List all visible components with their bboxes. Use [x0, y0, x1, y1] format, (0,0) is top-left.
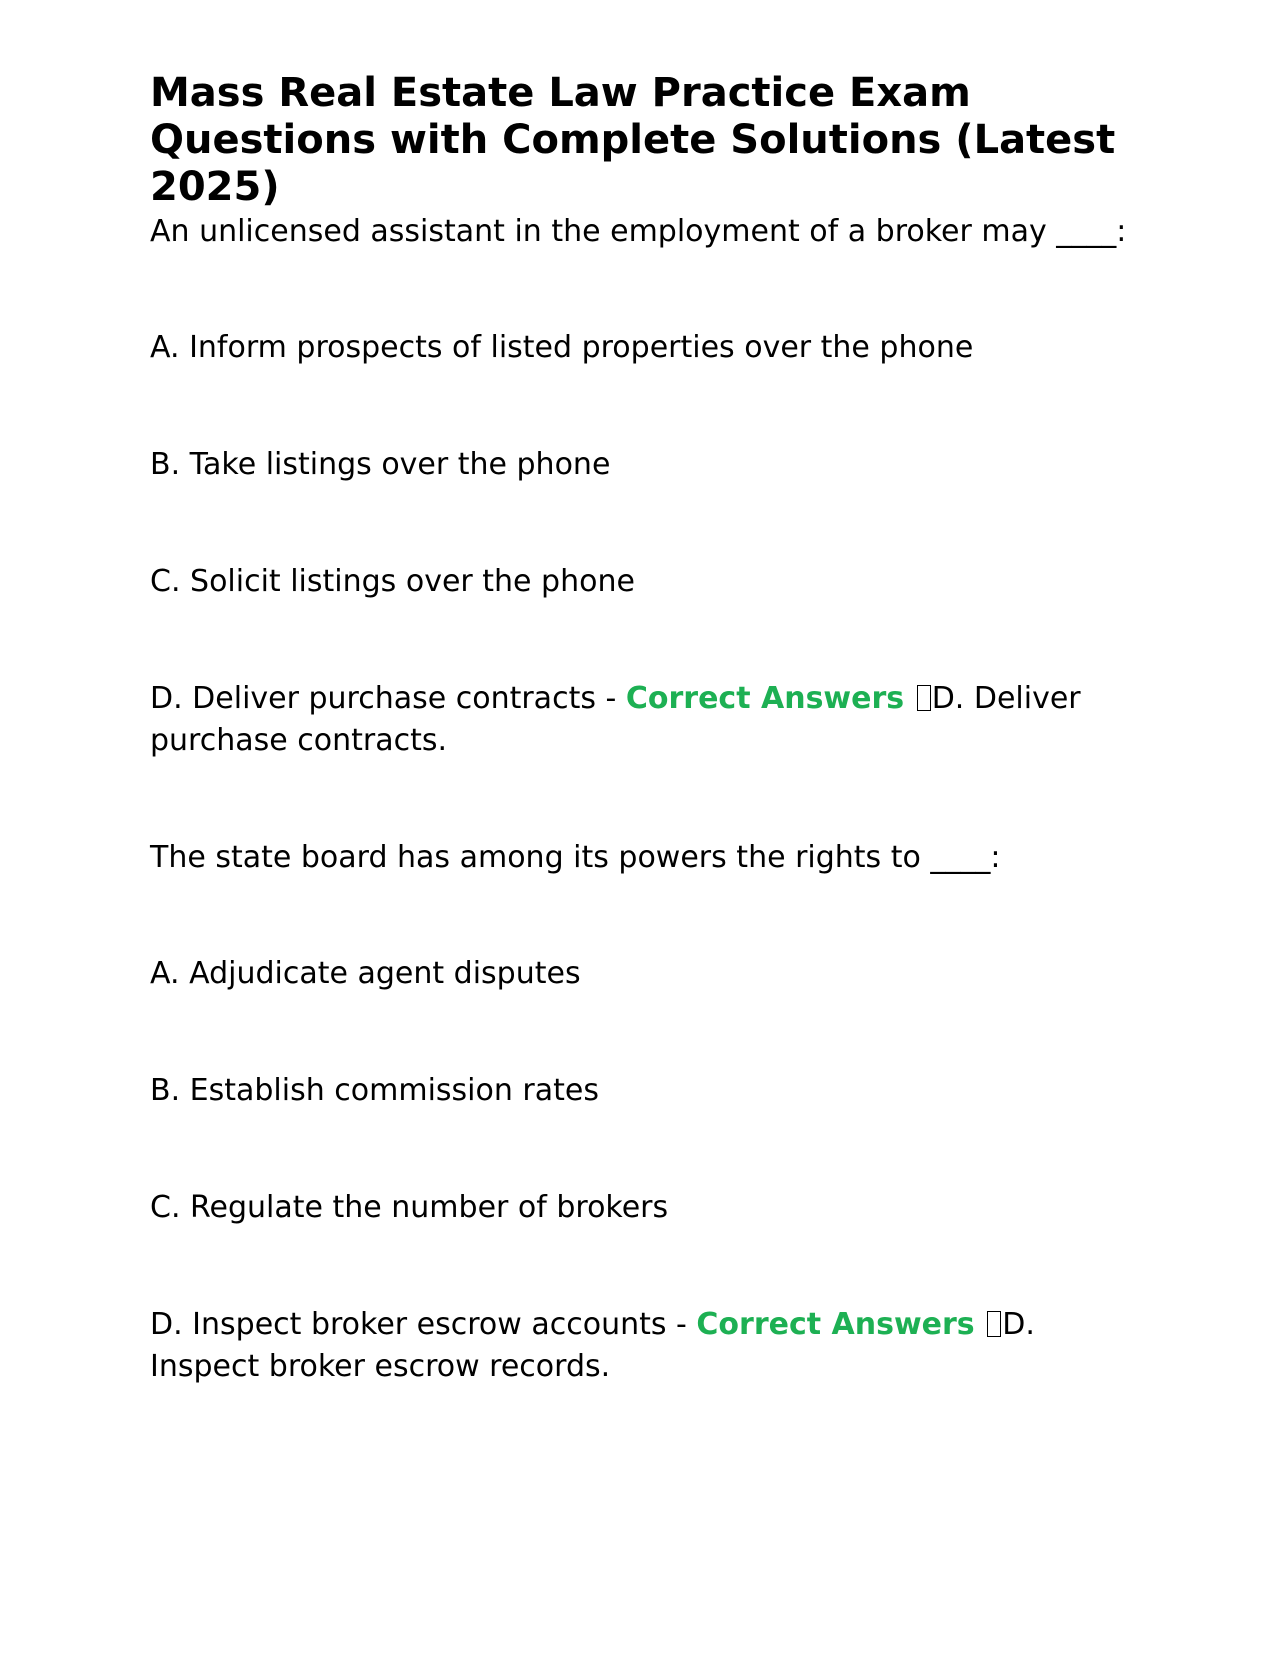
correct-answers-label: Correct Answers	[696, 1307, 975, 1342]
option-d-with-answer	[150, 678, 1140, 762]
missing-glyph-icon	[917, 685, 931, 711]
option-c: C. Regulate the number of brokers	[150, 1190, 669, 1225]
answer-text: D. Inspect broker escrow records.	[150, 1307, 1035, 1384]
question-1	[150, 211, 1140, 762]
option-d: D. Deliver purchase contracts -	[150, 681, 626, 716]
document-title: Mass Real Estate Law Practice Exam Questions with Complete Solutions (Latest 2025)	[150, 70, 1116, 210]
option-c: C. Solicit listings over the phone	[150, 564, 635, 599]
option-b: B. Take listings over the phone	[150, 447, 611, 482]
option-a: A. Inform prospects of listed properties over the phone	[150, 330, 974, 365]
question-2	[150, 837, 1140, 1388]
document-page	[150, 70, 1140, 1463]
correct-answers-label: Correct Answers	[625, 681, 905, 716]
option-d-with-answer	[150, 1304, 1140, 1388]
option-a: A. Adjudicate agent disputes	[150, 956, 581, 991]
question-stem: An unlicensed assistant in the employment of a broker may ____:	[150, 214, 1127, 249]
question-stem: The state board has among its powers the rights to ____:	[150, 840, 1001, 875]
answer-text: D. Deliver purchase contracts.	[150, 681, 1081, 758]
option-d: D. Inspect broker escrow accounts -	[150, 1307, 697, 1342]
missing-glyph-icon	[987, 1311, 1001, 1337]
option-b: B. Establish commission rates	[150, 1073, 599, 1108]
